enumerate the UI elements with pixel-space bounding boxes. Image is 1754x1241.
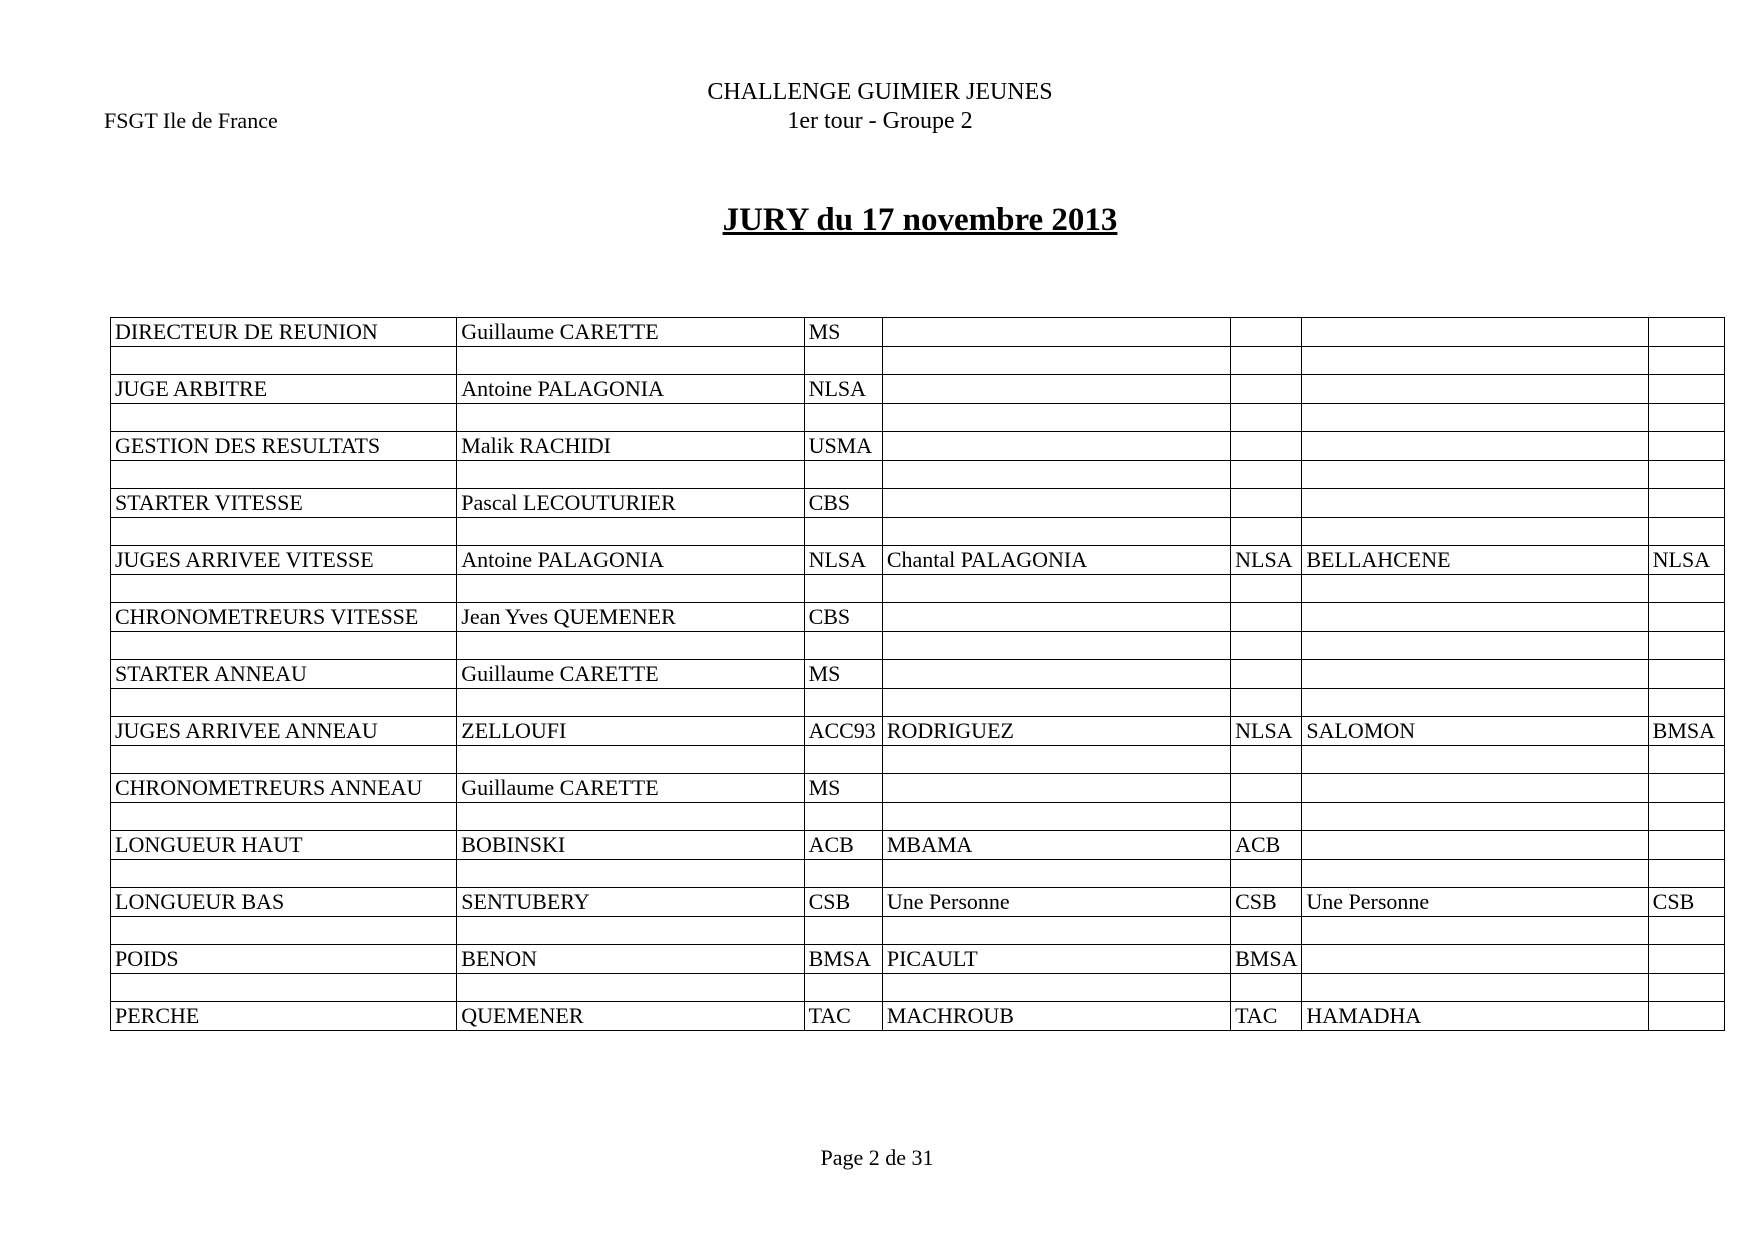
name2-cell: PICAULT: [882, 945, 1230, 974]
jury-row: [111, 375, 1725, 404]
jury-row: [111, 945, 1725, 974]
club1-cell: MS: [804, 774, 882, 803]
jury-row: [111, 717, 1725, 746]
jury-row: [111, 888, 1725, 917]
empty-cell: [804, 517, 882, 546]
empty-cell: [804, 802, 882, 831]
empty-cell: [882, 973, 1230, 1002]
name3-cell: [1302, 831, 1648, 860]
name3-cell: Une Personne: [1302, 888, 1648, 917]
spacer-row: [111, 346, 1725, 375]
empty-cell: [111, 973, 457, 1002]
empty-cell: [804, 973, 882, 1002]
name2-cell: [882, 774, 1230, 803]
name2-cell: [882, 318, 1230, 347]
name1-cell: Antoine PALAGONIA: [457, 375, 804, 404]
empty-cell: [804, 688, 882, 717]
club1-cell: CSB: [804, 888, 882, 917]
spacer-row: [111, 517, 1725, 546]
club2-cell: [1231, 318, 1302, 347]
club2-cell: [1231, 774, 1302, 803]
club2-cell: [1231, 660, 1302, 689]
empty-cell: [882, 859, 1230, 888]
club1-cell: MS: [804, 660, 882, 689]
empty-cell: [1648, 802, 1724, 831]
empty-cell: [1231, 916, 1302, 945]
empty-cell: [1231, 403, 1302, 432]
empty-cell: [804, 745, 882, 774]
spacer-row: [111, 916, 1725, 945]
name3-cell: [1302, 603, 1648, 632]
empty-cell: [457, 745, 804, 774]
club1-cell: MS: [804, 318, 882, 347]
role-cell: JUGES ARRIVEE VITESSE: [111, 546, 457, 575]
empty-cell: [1231, 745, 1302, 774]
club2-cell: [1231, 489, 1302, 518]
club2-cell: NLSA: [1231, 546, 1302, 575]
name3-cell: HAMADHA: [1302, 1002, 1648, 1031]
empty-cell: [1302, 631, 1648, 660]
name3-cell: [1302, 432, 1648, 461]
club3-cell: [1648, 603, 1724, 632]
empty-cell: [111, 403, 457, 432]
club2-cell: NLSA: [1231, 717, 1302, 746]
club1-cell: CBS: [804, 603, 882, 632]
club3-cell: [1648, 375, 1724, 404]
empty-cell: [111, 745, 457, 774]
empty-cell: [111, 688, 457, 717]
club3-cell: [1648, 318, 1724, 347]
name1-cell: Guillaume CARETTE: [457, 660, 804, 689]
club1-cell: TAC: [804, 1002, 882, 1031]
empty-cell: [1648, 631, 1724, 660]
role-cell: LONGUEUR HAUT: [111, 831, 457, 860]
empty-cell: [1231, 802, 1302, 831]
empty-cell: [1302, 859, 1648, 888]
spacer-row: [111, 973, 1725, 1002]
empty-cell: [1302, 517, 1648, 546]
empty-cell: [804, 346, 882, 375]
empty-cell: [1648, 859, 1724, 888]
name2-cell: Une Personne: [882, 888, 1230, 917]
jury-title: JURY du 17 novembre 2013: [722, 202, 1118, 238]
empty-cell: [1302, 460, 1648, 489]
empty-cell: [111, 631, 457, 660]
club2-cell: [1231, 603, 1302, 632]
spacer-row: [111, 745, 1725, 774]
empty-cell: [1302, 916, 1648, 945]
name2-cell: MACHROUB: [882, 1002, 1230, 1031]
empty-cell: [882, 745, 1230, 774]
club2-cell: [1231, 432, 1302, 461]
name3-cell: [1302, 774, 1648, 803]
empty-cell: [882, 916, 1230, 945]
name1-cell: Guillaume CARETTE: [457, 774, 804, 803]
name3-cell: [1302, 660, 1648, 689]
name2-cell: MBAMA: [882, 831, 1230, 860]
empty-cell: [1231, 517, 1302, 546]
empty-cell: [1231, 973, 1302, 1002]
empty-cell: [882, 517, 1230, 546]
club2-cell: ACB: [1231, 831, 1302, 860]
name3-cell: BELLAHCENE: [1302, 546, 1648, 575]
name1-cell: Guillaume CARETTE: [457, 318, 804, 347]
empty-cell: [1648, 403, 1724, 432]
role-cell: PERCHE: [111, 1002, 457, 1031]
club1-cell: USMA: [804, 432, 882, 461]
empty-cell: [882, 403, 1230, 432]
name1-cell: BENON: [457, 945, 804, 974]
spacer-row: [111, 859, 1725, 888]
empty-cell: [1302, 973, 1648, 1002]
page-number: Page 2 de 31: [820, 1145, 934, 1170]
empty-cell: [1231, 574, 1302, 603]
name2-cell: [882, 375, 1230, 404]
empty-cell: [882, 802, 1230, 831]
empty-cell: [111, 517, 457, 546]
jury-table-body: [111, 318, 1725, 1031]
club3-cell: [1648, 432, 1724, 461]
empty-cell: [111, 916, 457, 945]
name1-cell: Malik RACHIDI: [457, 432, 804, 461]
empty-cell: [111, 859, 457, 888]
name2-cell: [882, 432, 1230, 461]
empty-cell: [111, 802, 457, 831]
spacer-row: [111, 631, 1725, 660]
empty-cell: [457, 346, 804, 375]
name1-cell: SENTUBERY: [457, 888, 804, 917]
role-cell: POIDS: [111, 945, 457, 974]
empty-cell: [457, 973, 804, 1002]
empty-cell: [804, 916, 882, 945]
name1-cell: ZELLOUFI: [457, 717, 804, 746]
empty-cell: [1302, 574, 1648, 603]
empty-cell: [1648, 745, 1724, 774]
empty-cell: [457, 688, 804, 717]
spacer-row: [111, 403, 1725, 432]
club1-cell: ACC93: [804, 717, 882, 746]
club2-cell: BMSA: [1231, 945, 1302, 974]
name1-cell: QUEMENER: [457, 1002, 804, 1031]
role-cell: CHRONOMETREURS ANNEAU: [111, 774, 457, 803]
name1-cell: Antoine PALAGONIA: [457, 546, 804, 575]
jury-row: [111, 603, 1725, 632]
name1-cell: Pascal LECOUTURIER: [457, 489, 804, 518]
empty-cell: [882, 688, 1230, 717]
empty-cell: [1648, 346, 1724, 375]
empty-cell: [1648, 517, 1724, 546]
role-cell: JUGE ARBITRE: [111, 375, 457, 404]
role-cell: DIRECTEUR DE REUNION: [111, 318, 457, 347]
empty-cell: [1302, 802, 1648, 831]
name3-cell: [1302, 945, 1648, 974]
empty-cell: [882, 346, 1230, 375]
club2-cell: TAC: [1231, 1002, 1302, 1031]
empty-cell: [457, 916, 804, 945]
empty-cell: [1231, 346, 1302, 375]
empty-cell: [1302, 403, 1648, 432]
empty-cell: [1648, 688, 1724, 717]
role-cell: STARTER ANNEAU: [111, 660, 457, 689]
empty-cell: [457, 460, 804, 489]
empty-cell: [804, 631, 882, 660]
empty-cell: [1302, 745, 1648, 774]
empty-cell: [457, 517, 804, 546]
club3-cell: [1648, 774, 1724, 803]
competition-title: CHALLENGE GUIMIER JEUNES: [707, 79, 1053, 105]
organization-name: FSGT Ile de France: [104, 108, 278, 133]
empty-cell: [1302, 688, 1648, 717]
empty-cell: [1231, 460, 1302, 489]
empty-cell: [111, 346, 457, 375]
empty-cell: [457, 631, 804, 660]
role-cell: STARTER VITESSE: [111, 489, 457, 518]
empty-cell: [804, 574, 882, 603]
name2-cell: [882, 660, 1230, 689]
empty-cell: [457, 802, 804, 831]
club3-cell: [1648, 831, 1724, 860]
empty-cell: [1648, 574, 1724, 603]
jury-row: [111, 318, 1725, 347]
empty-cell: [457, 859, 804, 888]
club3-cell: BMSA: [1648, 717, 1724, 746]
empty-cell: [111, 460, 457, 489]
name3-cell: [1302, 318, 1648, 347]
club1-cell: BMSA: [804, 945, 882, 974]
empty-cell: [882, 574, 1230, 603]
spacer-row: [111, 802, 1725, 831]
name1-cell: Jean Yves QUEMENER: [457, 603, 804, 632]
role-cell: CHRONOMETREURS VITESSE: [111, 603, 457, 632]
club3-cell: [1648, 945, 1724, 974]
club2-cell: [1231, 375, 1302, 404]
club1-cell: CBS: [804, 489, 882, 518]
club1-cell: NLSA: [804, 546, 882, 575]
jury-row: [111, 546, 1725, 575]
club3-cell: [1648, 1002, 1724, 1031]
club1-cell: NLSA: [804, 375, 882, 404]
name2-cell: Chantal PALAGONIA: [882, 546, 1230, 575]
empty-cell: [1231, 631, 1302, 660]
empty-cell: [457, 403, 804, 432]
empty-cell: [804, 403, 882, 432]
club1-cell: ACB: [804, 831, 882, 860]
empty-cell: [1648, 916, 1724, 945]
competition-subtitle: 1er tour - Groupe 2: [787, 108, 973, 134]
club2-cell: CSB: [1231, 888, 1302, 917]
club3-cell: [1648, 489, 1724, 518]
jury-row: [111, 489, 1725, 518]
role-cell: GESTION DES RESULTATS: [111, 432, 457, 461]
document-header: [590, 78, 1170, 136]
name3-cell: [1302, 489, 1648, 518]
empty-cell: [1648, 973, 1724, 1002]
jury-row: [111, 774, 1725, 803]
role-cell: LONGUEUR BAS: [111, 888, 457, 917]
empty-cell: [1231, 859, 1302, 888]
role-cell: JUGES ARRIVEE ANNEAU: [111, 717, 457, 746]
empty-cell: [804, 460, 882, 489]
empty-cell: [1648, 460, 1724, 489]
spacer-row: [111, 574, 1725, 603]
jury-table: [110, 317, 1725, 1031]
empty-cell: [804, 859, 882, 888]
club3-cell: [1648, 660, 1724, 689]
empty-cell: [111, 574, 457, 603]
name2-cell: [882, 489, 1230, 518]
jury-row: [111, 831, 1725, 860]
empty-cell: [457, 574, 804, 603]
name3-cell: [1302, 375, 1648, 404]
name2-cell: [882, 603, 1230, 632]
jury-row: [111, 1002, 1725, 1031]
spacer-row: [111, 688, 1725, 717]
jury-row: [111, 432, 1725, 461]
empty-cell: [1231, 688, 1302, 717]
jury-row: [111, 660, 1725, 689]
club3-cell: NLSA: [1648, 546, 1724, 575]
name2-cell: RODRIGUEZ: [882, 717, 1230, 746]
empty-cell: [882, 631, 1230, 660]
empty-cell: [1302, 346, 1648, 375]
name1-cell: BOBINSKI: [457, 831, 804, 860]
spacer-row: [111, 460, 1725, 489]
name3-cell: SALOMON: [1302, 717, 1648, 746]
empty-cell: [882, 460, 1230, 489]
club3-cell: CSB: [1648, 888, 1724, 917]
